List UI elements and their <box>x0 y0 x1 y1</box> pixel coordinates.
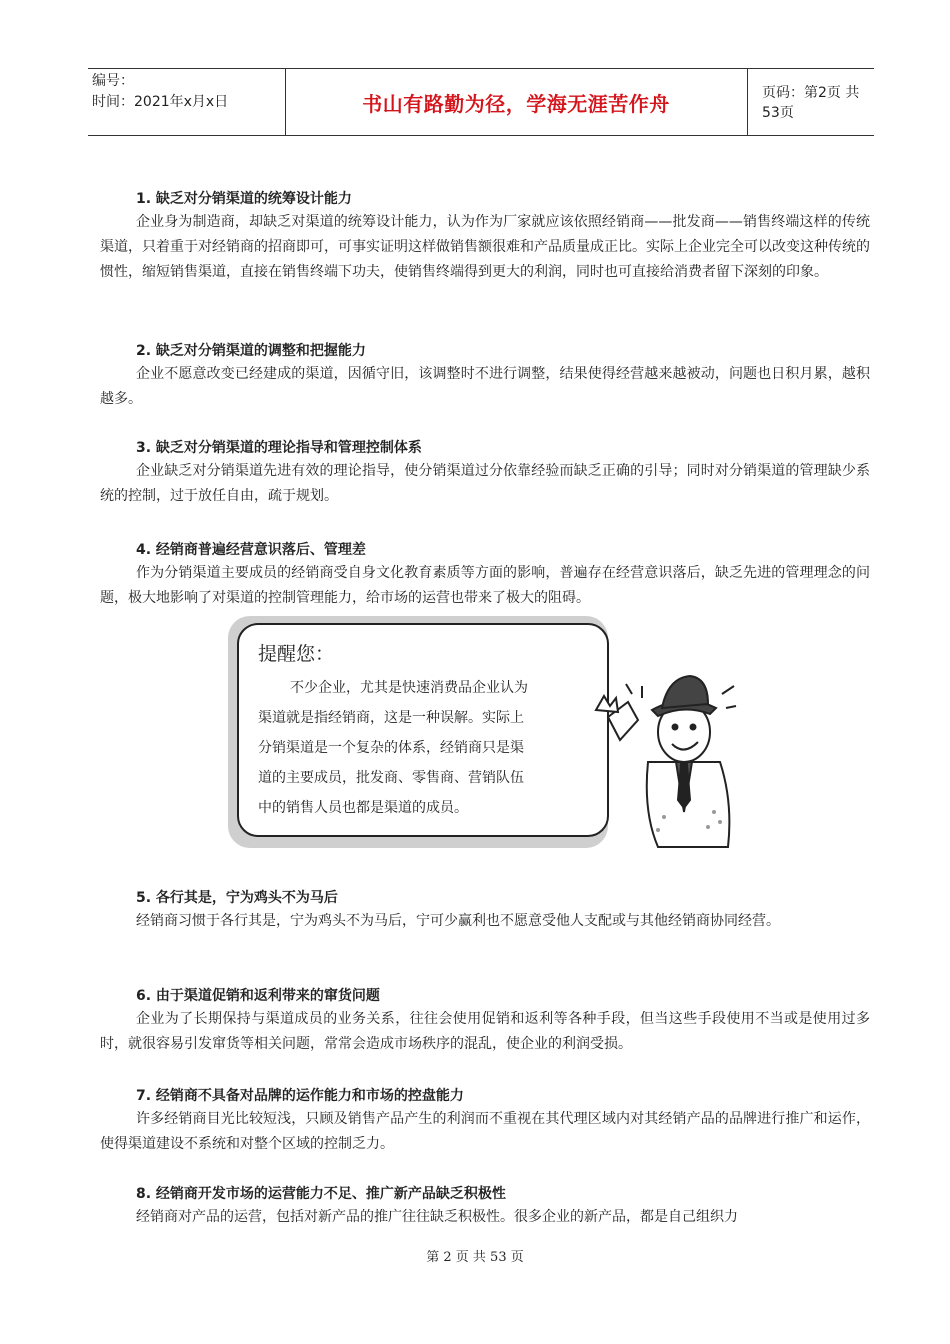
section-title: 5. 各行其是，宁为鸡头不为马后 <box>136 890 338 906</box>
section-title: 8. 经销商开发市场的运营能力不足、推广新产品缺乏积极性 <box>136 1186 506 1202</box>
section-5 <box>100 887 870 934</box>
header-meta <box>88 69 284 135</box>
callout-title: 提醒您： <box>258 643 335 665</box>
page-header <box>88 68 874 136</box>
header-number: 编号： <box>92 73 134 89</box>
cartoon-man-icon <box>596 676 736 847</box>
section-body: 作为分销渠道主要成员的经销商受自身文化教育素质等方面的影响，普遍存在经营意识落后，缺乏先进的管理理念的问题，极大地影响了对渠道的控制管理能力，给市场的运营也带来了极大的阻碍。 <box>100 565 870 606</box>
callout-line: 道的主要成员，批发商、零售商、营销队伍 <box>258 770 524 786</box>
reminder-callout <box>228 612 738 852</box>
callout-line: 渠道就是指经销商，这是一种误解。实际上 <box>258 710 524 726</box>
section-1 <box>100 188 870 285</box>
section-body: 企业身为制造商，却缺乏对渠道的统筹设计能力，认为作为厂家就应该依照经销商——批发商——销售终端这样的传统渠道，只着重于对经销商的招商即可，可事实证明这样做销售额很难和产品质量成正比。实际上企业完全可以改变这种传统的惯性，缩短销售渠道，直接在销售终端下功夫，使销售终端得到更大的利润，同时也可直接给消费者留下深刻的印象。 <box>100 214 870 280</box>
section-2 <box>100 340 870 412</box>
header-motto: 书山有路勤为径，学海无涯苦作舟 <box>362 91 670 116</box>
section-8 <box>100 1183 870 1230</box>
callout-line: 中的销售人员也都是渠道的成员。 <box>258 800 468 816</box>
section-body: 经销商习惯于各行其是，宁为鸡头不为马后，宁可少赢利也不愿意受他人支配或与其他经销商协同经营。 <box>136 913 780 929</box>
section-title: 4. 经销商普遍经营意识落后、管理差 <box>136 542 366 558</box>
callout-line: 不少企业，尤其是快速消费品企业认为 <box>290 680 528 696</box>
section-6 <box>100 985 870 1057</box>
header-time: 时间：2021年x月x日 <box>92 94 229 110</box>
header-page-number: 页码：第2页 共53页 <box>762 85 860 121</box>
section-title: 7. 经销商不具备对品牌的运作能力和市场的控盘能力 <box>136 1088 464 1104</box>
section-title: 1. 缺乏对分销渠道的统筹设计能力 <box>136 191 352 207</box>
section-body: 企业缺乏对分销渠道先进有效的理论指导，使分销渠道过分依靠经验而缺乏正确的引导；同时对分销渠道的管理缺少系统的控制，过于放任自由，疏于规划。 <box>100 463 870 504</box>
page-footer: 第 2 页 共 53 页 <box>426 1250 524 1265</box>
section-title: 3. 缺乏对分销渠道的理论指导和管理控制体系 <box>136 440 422 456</box>
section-7 <box>100 1085 870 1157</box>
section-4 <box>100 539 870 611</box>
callout-line: 分销渠道是一个复杂的体系，经销商只是渠 <box>258 740 524 756</box>
section-body: 许多经销商目光比较短浅，只顾及销售产品产生的利润而不重视在其代理区域内对其经销产品的品牌进行推广和运作，使得渠道建设不系统和对整个区域的控制乏力。 <box>100 1111 870 1152</box>
section-title: 2. 缺乏对分销渠道的调整和把握能力 <box>136 343 366 359</box>
section-3 <box>100 437 870 509</box>
section-body: 企业为了长期保持与渠道成员的业务关系，往往会使用促销和返利等各种手段，但当这些手段使用不当或是使用过多时，就很容易引发窜货等相关问题，常常会造成市场秩序的混乱，使企业的利润受损。 <box>100 1011 870 1052</box>
section-body: 企业不愿意改变已经建成的渠道，因循守旧，该调整时不进行调整，结果使得经营越来越被动，问题也日积月累，越积越多。 <box>100 366 870 407</box>
section-title: 6. 由于渠道促销和返利带来的窜货问题 <box>136 988 380 1004</box>
section-body: 经销商对产品的运营，包括对新产品的推广往往缺乏积极性。很多企业的新产品，都是自己组织力 <box>136 1209 738 1225</box>
callout-graphic <box>228 612 738 852</box>
